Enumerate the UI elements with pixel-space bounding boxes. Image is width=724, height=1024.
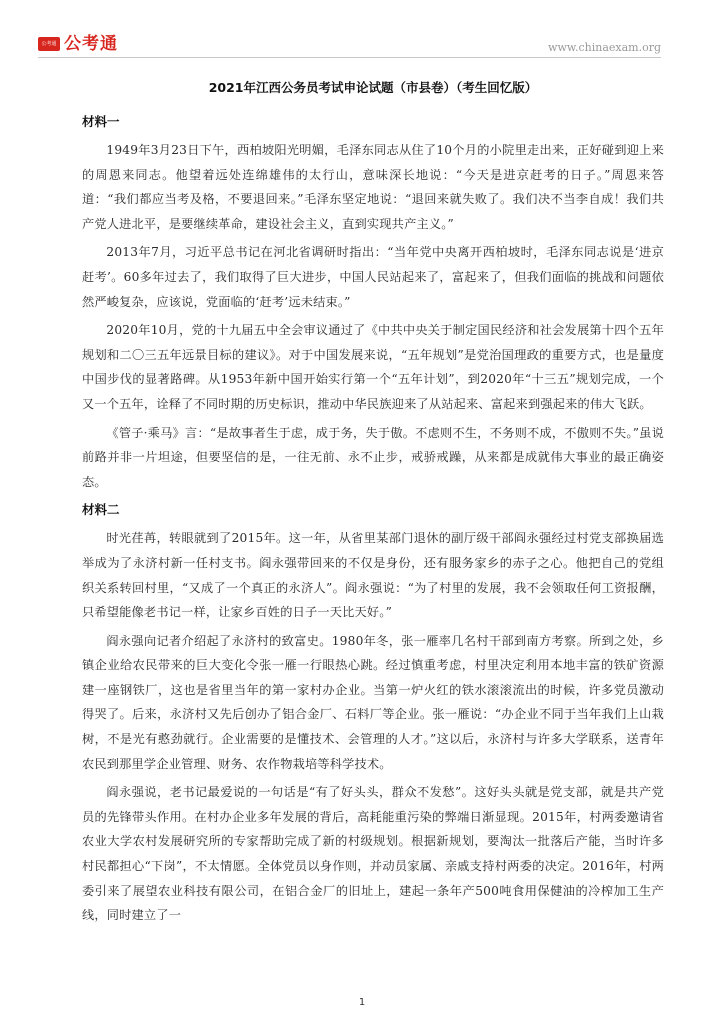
paragraph: 《管子·乘马》言：“是故事者生于虑，成于务，失于傲。不虑则不生，不务则不成，不傲则不失。”虽说前路并非一片坦途，但要坚信的是，一往无前、永不止步，戒骄戒躁，从来都是成就伟大事业的最正确姿态。 xyxy=(82,425,664,489)
paragraph: 2020年10月，党的十九届五中全会审议通过了《中共中央关于制定国民经济和社会发展第十四个五年规划和二〇三五年远景目标的建议》。对于中国发展来说，“五年规划”是党治国理政的重要方式，也是量度中国步伐的显著路碑。从1953年新中国开始实行第一个“五年计划”，到2020年“十三五”规划完成，一个又一个五年，诠释了不同时期的历史标识，推动中华民族迎来了从站起来、富起来到强起来的伟大飞跃。 xyxy=(82,323,664,411)
material-section-2 xyxy=(82,498,664,928)
brand-logo-text: 公考通 xyxy=(64,34,118,54)
section-heading: 材料一 xyxy=(82,114,120,129)
document-title: 2021年江西公务员考试申论试题（市县卷）（考生回忆版） xyxy=(208,80,538,95)
paragraph: 1949年3月23日下午，西柏坡阳光明媚，毛泽东同志从住了10个月的小院里走出来，正好碰到迎上来的周恩来同志。他望着远处连绵雄伟的太行山，意味深长地说：“今天是进京赶考的日子。”周恩来答道：“我们都应当考及格，不要退回来。”毛泽东坚定地说：“退回来就失败了。我们决不当李自成！我们共产党人进北平，是要继续革命，建设社会主义，直到实现共产主义。” xyxy=(82,143,664,231)
material-section-1 xyxy=(82,110,664,494)
page-header xyxy=(38,34,661,56)
site-url[interactable]: www.chinaexam.org xyxy=(548,41,661,54)
paragraph: 时光荏苒，转眼就到了2015年。这一年，从省里某部门退休的副厅级干部阎永强经过村党支部换届选举成为了永济村新一任村支书。阎永强带回来的不仅是身份，还有服务家乡的赤子之心。他把自己的党组织关系转回村里，“又成了一个真正的永济人”。阎永强说：“为了村里的发展，我不会领取任何工资报酬，只希望能像老书记一样，让家乡百姓的日子一天比天好。” xyxy=(82,531,664,620)
paragraph: 阎永强向记者介绍起了永济村的致富史。1980年冬，张一雁率几名村干部到南方考察。所到之处，乡镇企业给农民带来的巨大变化令张一雁一行眼热心跳。经过慎重考虑，村里决定利用本地丰富的铁矿资源建一座钢铁厂，这也是省里当年的第一家村办企业。当第一炉火红的铁水滚滚流出的时候，许多党员激动得哭了。后来，永济村又先后创办了铝合金厂、石料厂等企业。张一雁说：“办企业不同于当年我们上山栽树，不是光有憨劲就行。企业需要的是懂技术、会管理的人才。”这以后，永济村与许多大学联系，送青年农民到那里学企业管理、财务、农作物栽培等科学技术。 xyxy=(82,633,664,771)
paragraph: 阎永强说，老书记最爱说的一句话是“有了好头头，群众不发愁”。这好头头就是党支部，就是共产党员的先锋带头作用。在村办企业多年发展的背后，高耗能重污染的弊端日渐显现。2015年，村两委邀请省农业大学农村发展研究所的专家帮助完成了新的村级规划。根据新规划，要淘汰一批落后产能，当时许多村民都担心“下岗”，不太情愿。全体党员以身作则，并动员家属、亲戚支持村两委的决定。2016年，村两委引来了展望农业科技有限公司，在铝合金厂的旧址上，建起一条年产500吨食用保健油的冷榨加工生产线，同时建立了一 xyxy=(82,785,664,923)
logo-badge-icon: 公考通 xyxy=(38,37,60,51)
page-number: 1 xyxy=(358,997,366,1008)
document-body xyxy=(82,76,664,932)
paragraph: 2013年7月，习近平总书记在河北省调研时指出：“当年党中央离开西柏坡时，毛泽东同志说是‘进京赶考’。60多年过去了，我们取得了巨大进步，中国人民站起来了，富起来了，但我们面临的挑战和问题依然严峻复杂，应该说，党面临的‘赶考’远未结束。” xyxy=(82,245,664,309)
section-heading: 材料二 xyxy=(82,502,120,518)
header-divider xyxy=(38,57,661,58)
